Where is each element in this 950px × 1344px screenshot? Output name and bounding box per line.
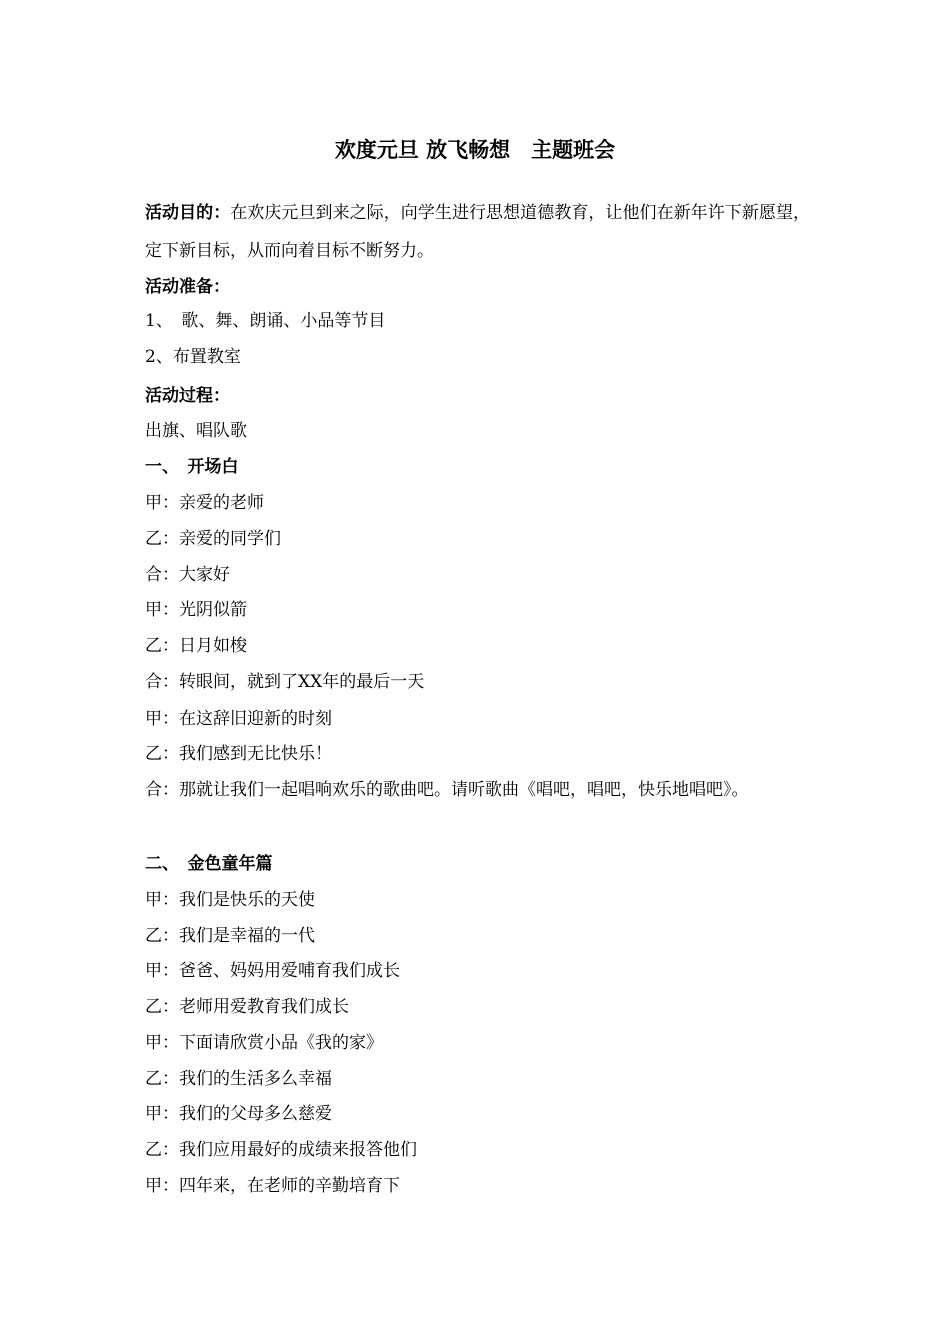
dialogue-line: 乙：老师用爱教育我们成长 — [145, 997, 349, 1017]
purpose-label: 活动目的： — [145, 203, 231, 223]
process-intro: 出旗、唱队歌 — [145, 421, 247, 441]
dialogue-line: 乙：我们的生活多么幸福 — [145, 1069, 332, 1089]
dialogue-line: 乙：日月如梭 — [145, 636, 247, 656]
purpose-paragraph — [145, 194, 810, 270]
dialogue-line: 甲：下面请欣赏小品《我的家》 — [145, 1033, 383, 1053]
page-title: 欢度元旦 放飞畅想 主题班会 — [334, 138, 616, 162]
preparation-item-1: 1、 歌、舞、朗诵、小品等节目 — [145, 311, 386, 331]
dialogue-line: 甲：我们是快乐的天使 — [145, 890, 315, 910]
dialogue-line: 甲：亲爱的老师 — [145, 493, 264, 513]
dialogue-line: 甲：光阴似箭 — [145, 600, 247, 620]
dialogue-line: 甲：爸爸、妈妈用爱哺育我们成长 — [145, 961, 400, 981]
preparation-label: 活动准备： — [145, 277, 230, 297]
preparation-item-2: 2、布置教室 — [145, 347, 241, 367]
dialogue-line: 甲：四年来，在老师的辛勤培育下 — [145, 1176, 400, 1196]
dialogue-line: 乙：我们是幸福的一代 — [145, 926, 315, 946]
dialogue-line: 甲：在这辞旧迎新的时刻 — [145, 709, 332, 729]
dialogue-line: 乙：我们感到无比快乐！ — [145, 744, 332, 764]
dialogue-closing: 合：那就让我们一起唱响欢乐的歌曲吧。请听歌曲《唱吧，唱吧，快乐地唱吧》。 — [145, 780, 749, 800]
dialogue-line: 乙：亲爱的同学们 — [145, 529, 281, 549]
dialogue-line: 甲：我们的父母多么慈爱 — [145, 1104, 332, 1124]
dialogue-line: 乙：我们应用最好的成绩来报答他们 — [145, 1140, 417, 1160]
purpose-text: 在欢庆元旦到来之际，向学生进行思想道德教育，让他们在新年许下新愿望，定下新目标，从而向着目标不断努力。 — [145, 203, 811, 261]
section-heading-golden-childhood: 二、 金色童年篇 — [145, 854, 273, 874]
dialogue-line: 合：转眼间，就到了XX年的最后一天 — [145, 672, 425, 692]
dialogue-line: 合：大家好 — [145, 565, 230, 585]
section-heading-opening: 一、 开场白 — [145, 457, 239, 477]
process-label: 活动过程： — [145, 386, 230, 406]
